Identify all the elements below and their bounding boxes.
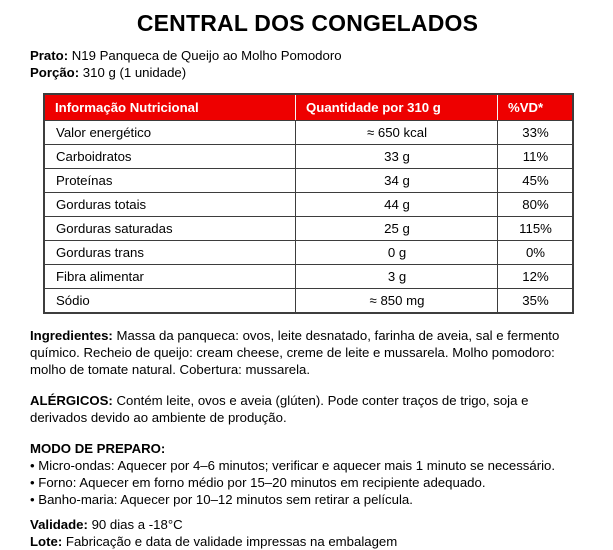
shelf-life-label: Validade: (30, 517, 88, 532)
vd-cell: 45% (498, 168, 572, 192)
table-row (45, 120, 572, 144)
clipped-bottom-line (30, 533, 585, 550)
bullet-icon: • (30, 475, 35, 490)
clipped-line-label: Lote: (30, 534, 63, 549)
nutrient-cell: Valor energético (45, 120, 296, 144)
clipped-line-text: Fabricação e data de validade impressas na embalagem (65, 534, 398, 549)
quantity-cell: 44 g (296, 192, 498, 216)
nutrient-cell: Gorduras saturadas (45, 216, 296, 240)
bullet-icon: • (30, 492, 35, 507)
preparation-item-text: Forno: Aquecer em forno médio por 15–20 minutos em recipiente adequado. (38, 475, 486, 490)
dish-label: Prato: (30, 48, 69, 63)
nutrient-cell: Gorduras trans (45, 240, 296, 264)
portion-value: 310 g (1 unidade) (82, 65, 187, 80)
preparation-item-oven (30, 474, 585, 491)
quantity-cell: ≈ 850 mg (296, 288, 498, 312)
vd-cell: 0% (498, 240, 572, 264)
shelf-life-value: 90 dias a -18°C (91, 517, 183, 532)
col-header-quantity: Quantidade por 310 g (296, 95, 498, 120)
bullet-icon: • (30, 458, 35, 473)
dish-line (30, 47, 585, 64)
preparation-item-text: Micro-ondas: Aquecer por 4–6 minutos; verificar e aquecer mais 1 minuto se necessário. (38, 458, 556, 473)
table-row (45, 240, 572, 264)
vd-cell: 80% (498, 192, 572, 216)
nutrition-table-body (45, 120, 572, 312)
preparation-section (30, 440, 585, 508)
preparation-heading (30, 440, 585, 457)
ingredients-paragraph (30, 327, 585, 378)
vd-cell: 35% (498, 288, 572, 312)
table-row (45, 264, 572, 288)
nutrient-cell: Fibra alimentar (45, 264, 296, 288)
nutrition-table-header (45, 95, 572, 120)
preparation-heading-text: MODO DE PREPARO: (30, 441, 166, 456)
table-row (45, 192, 572, 216)
vd-cell: 33% (498, 120, 572, 144)
table-row (45, 144, 572, 168)
ingredients-text: Massa da panqueca: ovos, leite desnatado, farinha de aveia, sal e fermento químico. Recheio de queijo: cream cheese, creme de leite e mussarela. Molho pomodoro: molho de tomate natural. Cobertura: mussarela. (30, 328, 560, 377)
preparation-item-bain-marie (30, 491, 585, 508)
quantity-cell: 0 g (296, 240, 498, 264)
nutrient-cell: Carboidratos (45, 144, 296, 168)
table-row (45, 288, 572, 312)
quantity-cell: 33 g (296, 144, 498, 168)
quantity-cell: 34 g (296, 168, 498, 192)
col-header-vd: %VD* (498, 95, 572, 120)
page-title: CENTRAL DOS CONGELADOS (136, 10, 479, 36)
vd-cell: 11% (498, 144, 572, 168)
header-row (45, 95, 572, 120)
vd-cell: 12% (498, 264, 572, 288)
nutrient-cell: Proteínas (45, 168, 296, 192)
quantity-cell: 3 g (296, 264, 498, 288)
table-row (45, 216, 572, 240)
portion-label: Porção: (30, 65, 80, 80)
allergens-paragraph (30, 392, 585, 426)
nutrient-cell: Gorduras totais (45, 192, 296, 216)
table-row (45, 168, 572, 192)
vd-cell: 115% (498, 216, 572, 240)
preparation-item-microwave (30, 457, 585, 474)
dish-value: N19 Panqueca de Queijo ao Molho Pomodoro (71, 48, 342, 63)
allergens-label: ALÉRGICOS: (30, 393, 113, 408)
quantity-cell: 25 g (296, 216, 498, 240)
allergens-text: Contém leite, ovos e aveia (glúten). Pode conter traços de trigo, soja e derivados devido ao ambiente de produção. (30, 393, 529, 425)
nutrient-cell: Sódio (45, 288, 296, 312)
nutrition-table (43, 93, 574, 314)
shelf-life-line (30, 516, 585, 533)
col-header-nutrient: Informação Nutricional (45, 95, 296, 120)
ingredients-label: Ingredientes: (30, 328, 113, 343)
quantity-cell: ≈ 650 kcal (296, 120, 498, 144)
portion-line (30, 64, 585, 81)
preparation-item-text: Banho-maria: Aquecer por 10–12 minutos sem retirar a película. (38, 492, 413, 507)
